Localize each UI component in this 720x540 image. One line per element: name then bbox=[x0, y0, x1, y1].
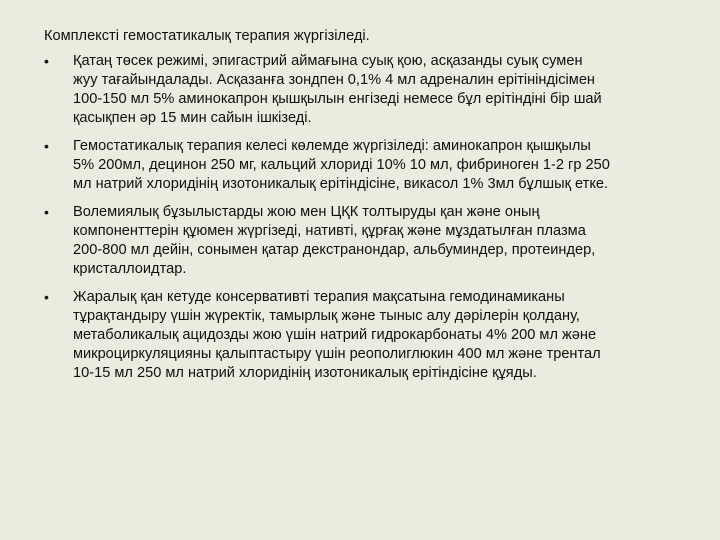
bullet-marker: • bbox=[44, 138, 49, 154]
text-line: кристаллоидтар. bbox=[73, 261, 187, 277]
text-line: қасықпен әр 15 мин сайын ішкізеді. bbox=[73, 110, 312, 126]
bullet-marker: • bbox=[44, 289, 49, 305]
bullet-text bbox=[73, 203, 694, 279]
bullet-item-4 bbox=[44, 288, 694, 383]
text-line: 200-800 мл дейін, сонымен қатар декстранондар, альбуминдер, протеиндер, bbox=[73, 242, 596, 258]
text-line: 10-15 мл 250 мл натрий хлоридінің изотоникалық ерітіндісіне құяды. bbox=[73, 365, 537, 381]
text-line: метаболикалық ацидозды жою үшін натрий гидрокарбонаты 4% 200 мл және bbox=[73, 327, 597, 343]
text-line: Жаралық қан кетуде консервативті терапия мақсатына гемодинамиканы bbox=[73, 289, 565, 305]
text-line: мл натрий хлоридінің изотоникалық ерітіндісіне, викасол 1% 3мл бұлшық етке. bbox=[73, 176, 609, 192]
bullet-text bbox=[73, 52, 694, 128]
text-line: тұрақтандыру үшін жүректік, тамырлық және тыныс алу дәрілерін қолдану, bbox=[73, 308, 580, 324]
text-line: жуу тағайындалады. Асқазанға зондпен 0,1% 4 мл адреналин ерітініндісімен bbox=[73, 72, 595, 88]
bullet-list bbox=[44, 52, 694, 383]
text-line: Гемостатикалық терапия келесі көлемде жүргізіледі: аминокапрон қышқылы bbox=[73, 138, 591, 154]
bullet-item-2 bbox=[44, 137, 694, 194]
text-line: 5% 200мл, децинон 250 мг, кальций хлориді 10% 10 мл, фибриноген 1-2 гр 250 bbox=[73, 157, 610, 173]
text-line: микроциркуляцияны қалыптастыру үшін реополиглюкин 400 мл және трентал bbox=[73, 346, 601, 362]
bullet-item-3 bbox=[44, 203, 694, 279]
slide-content bbox=[44, 27, 694, 392]
text-line: Волемиялық бұзылыстарды жою мен ЦҚК толтыруды қан және оның bbox=[73, 204, 540, 220]
bullet-marker: • bbox=[44, 204, 49, 220]
text-line: Қатаң төсек режимі, эпигастрий аймағына суық қою, асқазанды суық сумен bbox=[73, 53, 583, 69]
text-line: 100-150 мл 5% аминокапрон қышқылын енгізеді немесе бұл ерітіндіні бір шай bbox=[73, 91, 602, 107]
bullet-text bbox=[73, 288, 694, 383]
intro-text: Комплексті гемостатикалық терапия жүргізіледі. bbox=[44, 28, 370, 44]
bullet-item-1 bbox=[44, 52, 694, 128]
bullet-marker: • bbox=[44, 53, 49, 69]
bullet-text bbox=[73, 137, 694, 194]
text-line: компоненттерін құюмен жүргізеді, нативті, құрғақ және мұздатылған плазма bbox=[73, 223, 586, 239]
